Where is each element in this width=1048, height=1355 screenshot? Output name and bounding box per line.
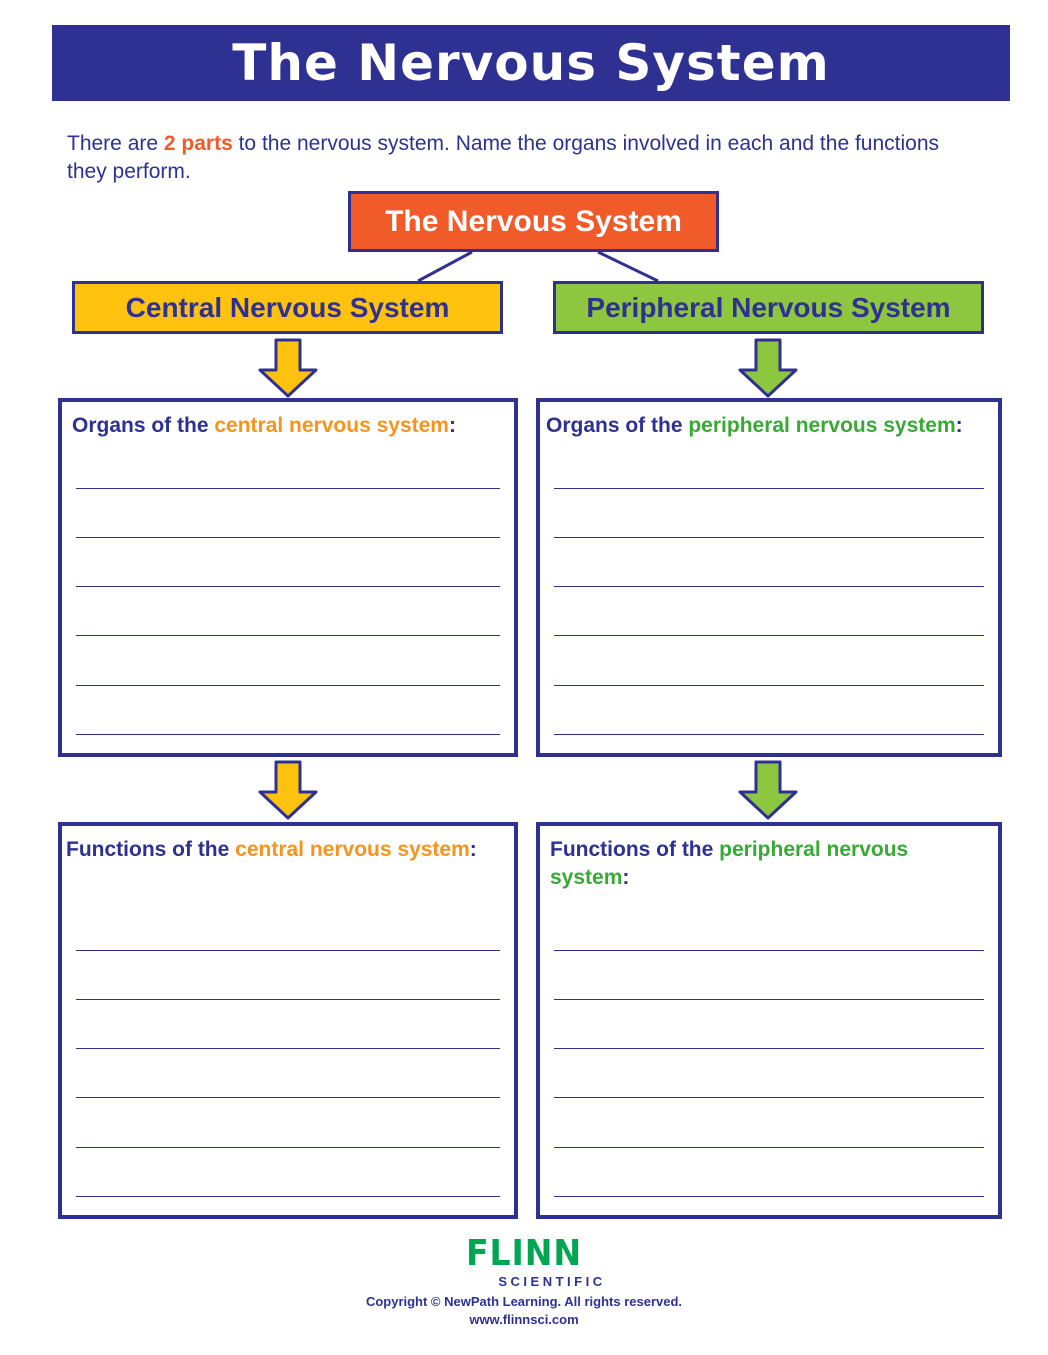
intro-text	[67, 130, 967, 186]
answer-line[interactable]	[76, 1196, 500, 1197]
down-arrow-icon	[260, 340, 316, 396]
pns-functions-heading: Functions of the peripheral nervous system:	[550, 838, 909, 889]
answer-line[interactable]	[76, 635, 500, 636]
cns-functions-panel	[58, 822, 518, 1219]
answer-line[interactable]	[554, 488, 984, 489]
answer-line[interactable]	[76, 1048, 500, 1049]
answer-line[interactable]	[76, 586, 500, 587]
connector-line-right	[598, 252, 658, 281]
pns-organs-heading: Organs of the peripheral nervous system:	[546, 414, 963, 437]
intro-after: to the nervous system. Name the organs involved in each and the functions they perform.	[67, 132, 940, 183]
down-arrow-icon	[260, 762, 316, 818]
connector-line-left	[418, 252, 472, 281]
answer-line[interactable]	[554, 1147, 984, 1148]
answer-line[interactable]	[554, 1048, 984, 1049]
answer-line[interactable]	[554, 950, 984, 951]
answer-line[interactable]	[76, 1097, 500, 1098]
pns-functions-panel	[536, 822, 1002, 1219]
answer-line[interactable]	[76, 999, 500, 1000]
root-node: The Nervous System	[348, 191, 719, 252]
answer-line[interactable]	[554, 685, 984, 686]
answer-line[interactable]	[554, 586, 984, 587]
logo-subtitle: SCIENTIFIC	[498, 1274, 606, 1289]
cns-organs-heading: Organs of the central nervous system:	[72, 414, 456, 437]
pns-node: Peripheral Nervous System	[553, 281, 984, 334]
answer-line[interactable]	[554, 635, 984, 636]
answer-line[interactable]	[76, 1147, 500, 1148]
answer-line[interactable]	[554, 999, 984, 1000]
intro-before: There are	[67, 132, 164, 155]
pns-organs-panel	[536, 398, 1002, 757]
answer-line[interactable]	[554, 1097, 984, 1098]
answer-line[interactable]	[76, 950, 500, 951]
down-arrow-icon	[740, 762, 796, 818]
cns-organs-panel	[58, 398, 518, 757]
website-link[interactable]: www.flinnsci.com	[469, 1312, 579, 1327]
answer-line[interactable]	[76, 685, 500, 686]
answer-line[interactable]	[554, 1196, 984, 1197]
answer-line[interactable]	[554, 537, 984, 538]
copyright-text: Copyright © NewPath Learning. All rights reserved.	[365, 1294, 683, 1309]
answer-line[interactable]	[76, 734, 500, 735]
answer-line[interactable]	[76, 488, 500, 489]
answer-line[interactable]	[554, 734, 984, 735]
flinn-logo	[0, 1233, 1048, 1289]
cns-node: Central Nervous System	[72, 281, 503, 334]
intro-highlight: 2 parts	[163, 132, 233, 155]
page-title: The Nervous System	[52, 25, 1010, 101]
down-arrow-icon	[740, 340, 796, 396]
logo-word: FLINN	[465, 1233, 583, 1274]
answer-line[interactable]	[76, 537, 500, 538]
cns-functions-heading: Functions of the central nervous system:	[66, 838, 477, 861]
